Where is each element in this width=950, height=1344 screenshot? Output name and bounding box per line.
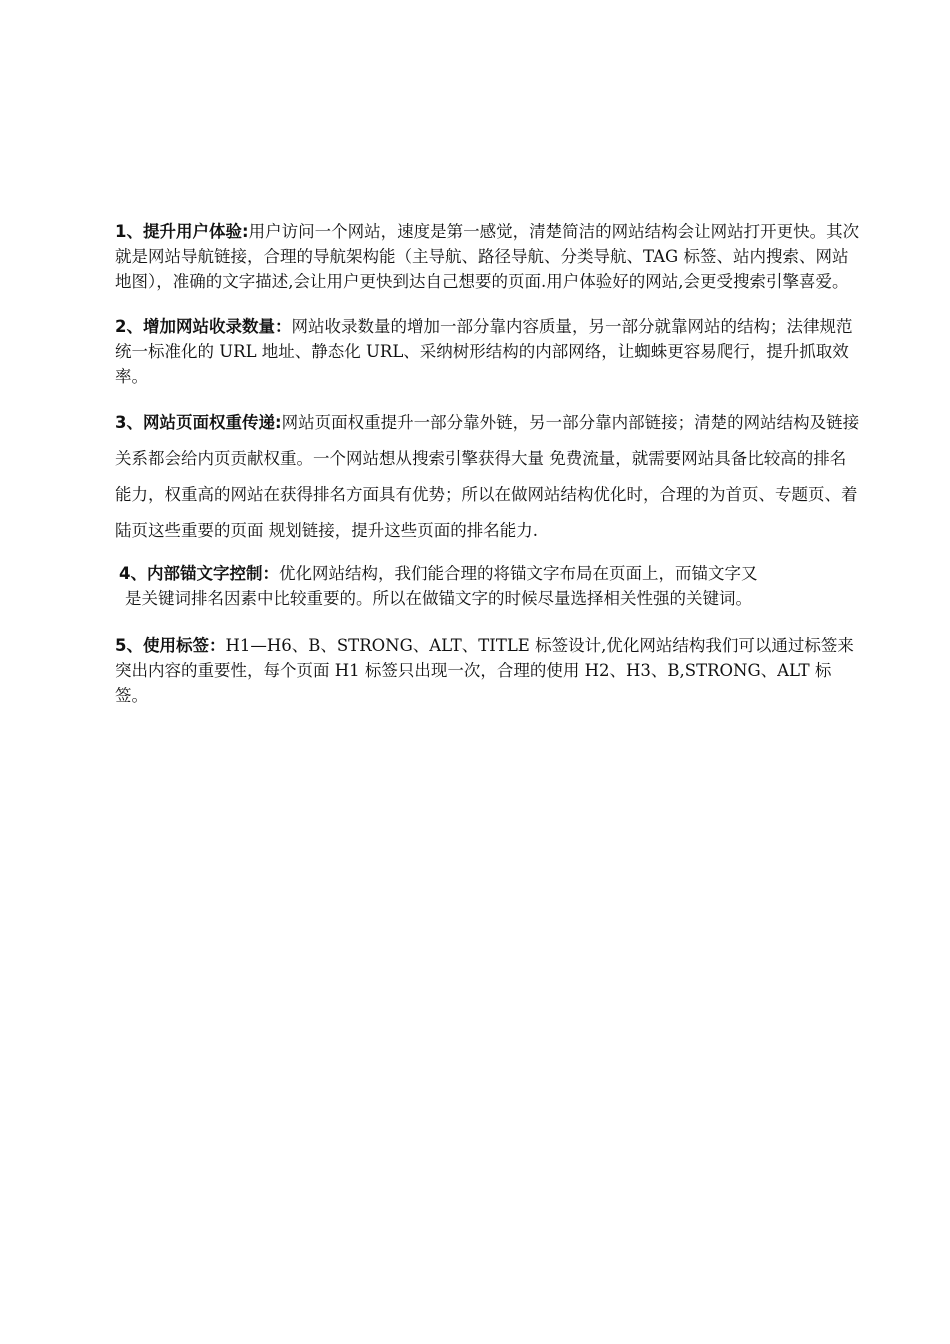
document-body xyxy=(115,219,860,728)
paragraph-anchor-text xyxy=(115,561,860,611)
paragraph-text: 优化网站结构，我们能合理的将锚文字布局在页面上，而锚文字又 xyxy=(278,564,758,583)
paragraph-text: 用户访问一个网站，速度是第一感觉，清楚简洁的网站结构会让网站打开更快。其次就是网站导航链接，合理的导航架构能（主导航、路径导航、分类导航、TAG 标签、站内搜索、网站地图），准确的文字描述,会让用户更快到达自己想要的页面.用户体验好的网站,会更受搜索引擎喜爱。 xyxy=(115,222,860,291)
paragraph-page-weight xyxy=(115,405,860,549)
paragraph-text: 网站页面权重提升一部分靠外链，另一部分靠内部链接；清楚的网站结构及链接关系都会给内页贡献权重。一个网站想从搜索引擎获得大量 免费流量，就需要网站具备比较高的排名能力，权重高的网站在获得排名方面具有优势；所以在做网站结构优化时，合理的为首页、专题页、着陆页这些重要的页面 规划链接，提升这些页面的排名能力. xyxy=(115,413,860,540)
paragraph-lead: 2、增加网站收录数量： xyxy=(115,317,292,336)
paragraph-user-experience xyxy=(115,219,860,294)
paragraph-lead: 5、使用标签： xyxy=(115,636,226,655)
paragraph-use-tags xyxy=(115,633,860,708)
paragraph-lead: 4、内部锚文字控制： xyxy=(119,564,279,583)
paragraph-index-count xyxy=(115,314,860,389)
paragraph-text: 网站收录数量的增加一部分靠内容质量，另一部分就靠网站的结构；法律规范统一标准化的 URL 地址、静态化 URL、采纳树形结构的内部网络，让蜘蛛更容易爬行，提升抓取效率。 xyxy=(115,317,853,386)
paragraph-lead: 3、网站页面权重传递: xyxy=(115,413,282,432)
paragraph-text: H1—H6、B、STRONG、ALT、TITLE 标签设计,优化网站结构我们可以通过标签来突出内容的重要性，每个页面 H1 标签只出现一次，合理的使用 H2、H3、B,STRONG、ALT 标签。 xyxy=(115,636,854,705)
paragraph-text-continued: 是关键词排名因素中比较重要的。所以在做锚文字的时候尽量选择相关性强的关键词。 xyxy=(125,589,752,608)
paragraph-lead: 1、提升用户体验: xyxy=(115,222,249,241)
